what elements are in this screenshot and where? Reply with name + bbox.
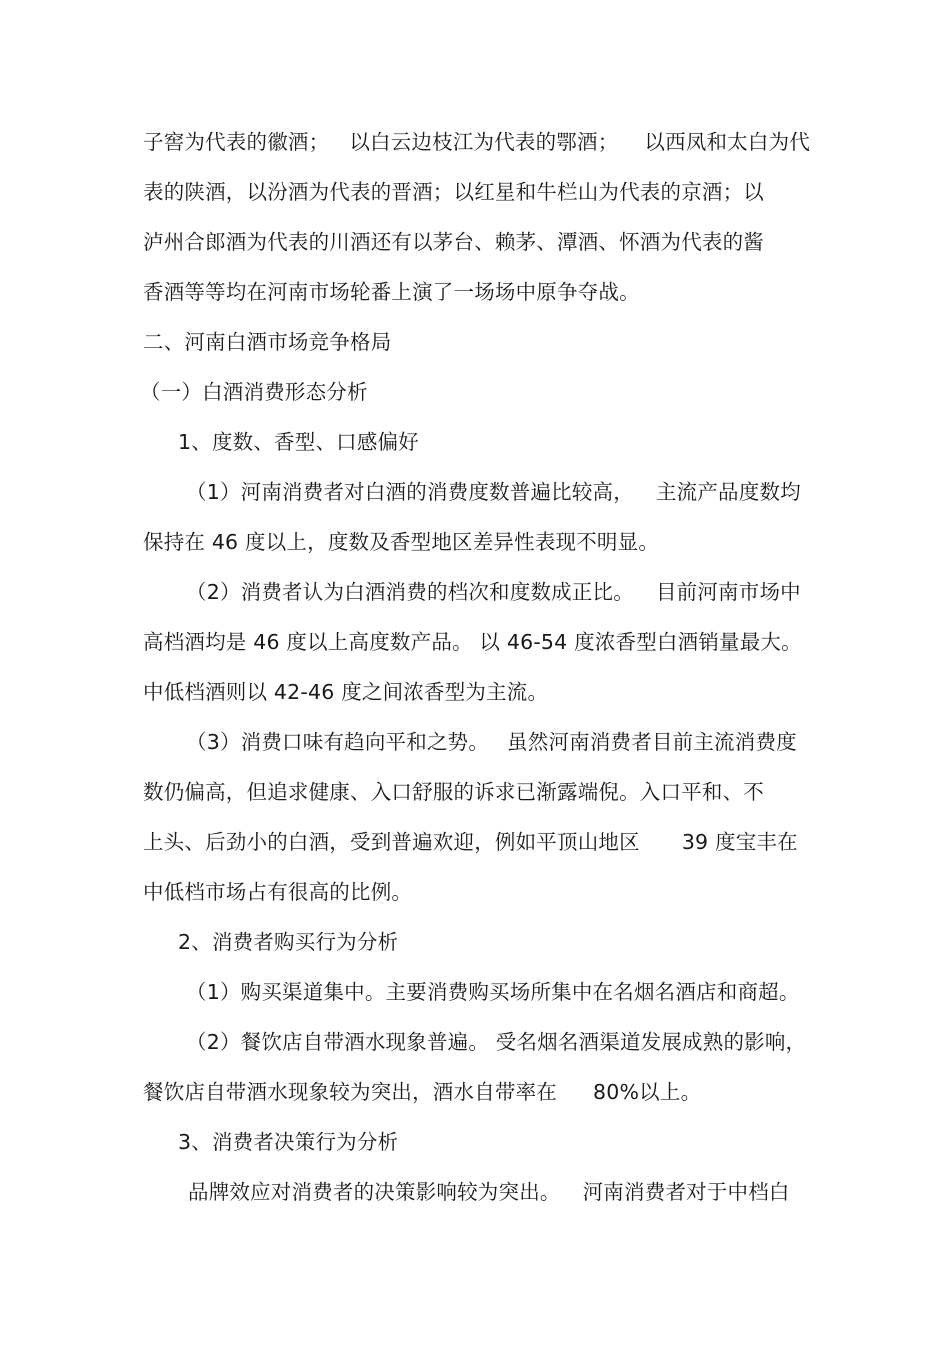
text-segment: 保持在 46 度以上，度数及香型地区差异性表现不明显。 xyxy=(143,530,660,554)
paragraph-line xyxy=(143,628,802,656)
text-segment: 39 度宝丰在 xyxy=(681,830,798,854)
text-segment: 品牌效应对消费者的决策影响较为突出。 xyxy=(188,1180,561,1204)
text-segment: 80%以上。 xyxy=(593,1080,702,1104)
text-segment: 数仍偏高，但追求健康、入口舒服的诉求已渐露端倪。入口平和、不 xyxy=(143,780,764,804)
text-segment: 上头、后劲小的白酒，受到普遍欢迎，例如平顶山地区 xyxy=(143,830,640,854)
text-segment: 中低档市场占有很高的比例。 xyxy=(143,880,413,904)
text-segment: 主流产品度数均 xyxy=(655,480,801,504)
text-segment: 虽然河南消费者目前主流消费度 xyxy=(507,730,797,754)
text-segment: （1）购买渠道集中。主要消费购买场所集中在名烟名酒店和商超。 xyxy=(186,980,800,1004)
paragraph-line xyxy=(143,278,640,306)
paragraph-line xyxy=(143,1078,701,1106)
paragraph-line xyxy=(186,728,797,756)
text-segment: 高档酒均是 46 度以上高度数产品。 以 46-54 度浓香型白酒销量最大。 xyxy=(143,630,802,654)
paragraph-line xyxy=(186,578,801,606)
text-segment: 香酒等等均在河南市场轮番上演了一场场中原争夺战。 xyxy=(143,280,640,304)
paragraph-line xyxy=(143,528,659,556)
item-heading xyxy=(178,428,419,456)
text-segment: 餐饮店自带酒水现象较为突出，酒水自带率在 xyxy=(143,1080,557,1104)
text-segment: 二、河南白酒市场竞争格局 xyxy=(143,330,392,354)
paragraph-line xyxy=(143,828,798,856)
paragraph-line xyxy=(186,1028,806,1056)
item-heading xyxy=(178,928,398,956)
text-segment: 以白云边枝江为代表的鄂酒； xyxy=(349,130,619,154)
paragraph-line xyxy=(143,878,412,906)
text-segment: （2）消费者认为白酒消费的档次和度数成正比。 xyxy=(186,580,634,604)
text-segment: （1）河南消费者对白酒的消费度数普遍比较高， xyxy=(186,480,634,504)
paragraph-line xyxy=(143,128,810,156)
text-segment: 河南消费者对于中档白 xyxy=(582,1180,790,1204)
text-segment: （2）餐饮店自带酒水现象普遍。 受名烟名酒渠道发展成熟的影响， xyxy=(186,1030,807,1054)
paragraph-line xyxy=(188,1178,790,1206)
paragraph-line xyxy=(143,678,548,706)
text-segment: 2、消费者购买行为分析 xyxy=(178,930,399,954)
text-segment: 目前河南市场中 xyxy=(655,580,801,604)
paragraph-line xyxy=(143,228,764,256)
text-segment: 1、度数、香型、口感偏好 xyxy=(178,430,419,454)
section-heading xyxy=(143,328,391,356)
text-segment: （一）白酒消费形态分析 xyxy=(140,380,368,404)
item-heading xyxy=(178,1128,398,1156)
paragraph-line xyxy=(186,478,801,506)
text-segment: 中低档酒则以 42-46 度之间浓香型为主流。 xyxy=(143,680,549,704)
text-segment: 3、消费者决策行为分析 xyxy=(178,1130,399,1154)
text-segment: 子窖为代表的徽酒； xyxy=(143,130,330,154)
text-segment: 泸州合郎酒为代表的川酒还有以茅台、赖茅、潭酒、怀酒为代表的酱 xyxy=(143,230,764,254)
text-segment: 表的陕酒，以汾酒为代表的晋酒；以红星和牛栏山为代表的京酒；以 xyxy=(143,180,764,204)
subsection-heading xyxy=(140,378,368,406)
paragraph-line xyxy=(186,978,800,1006)
paragraph-line xyxy=(143,178,764,206)
text-segment: （3）消费口味有趋向平和之势。 xyxy=(186,730,490,754)
paragraph-line xyxy=(143,778,764,806)
text-segment: 以西凤和太白为代 xyxy=(644,130,811,154)
